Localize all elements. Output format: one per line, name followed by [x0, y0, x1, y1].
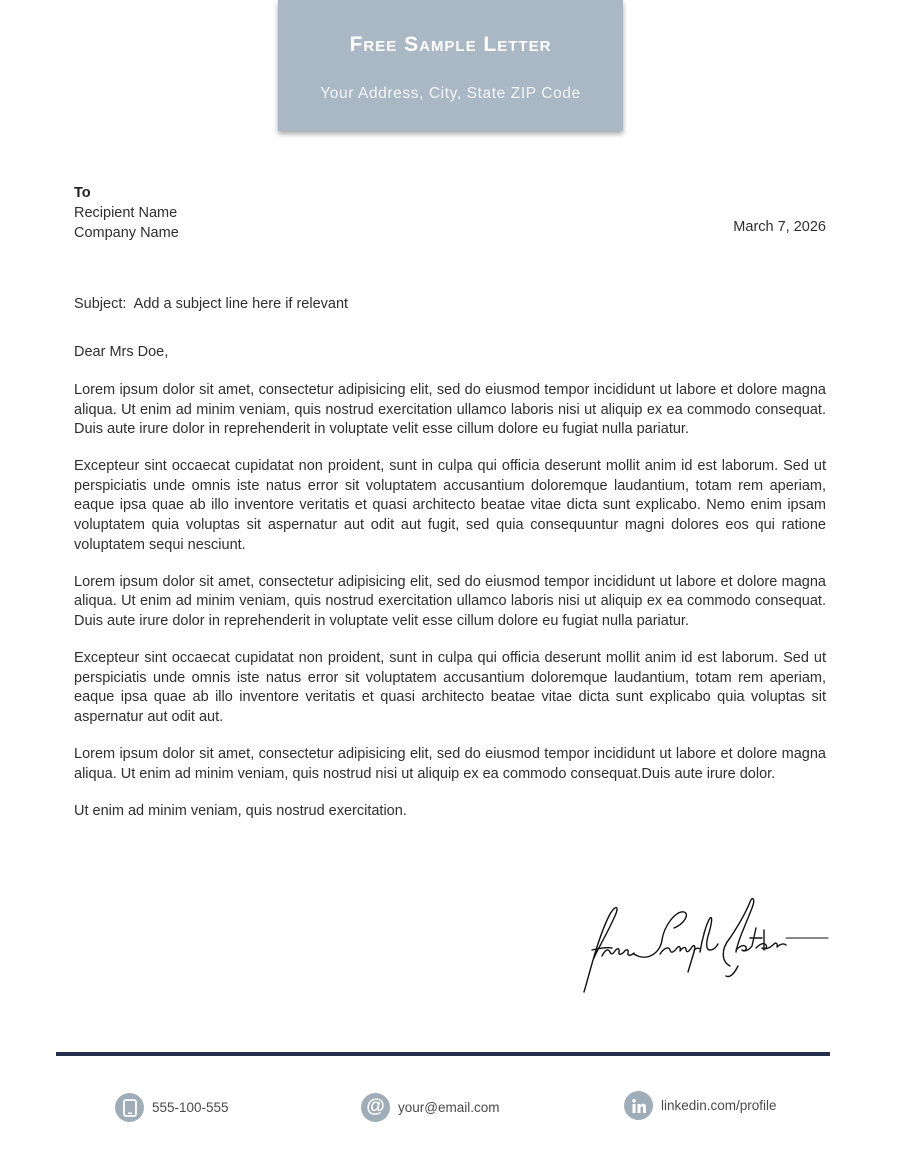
salutation: Dear Mrs Doe, — [74, 344, 169, 360]
at-sign-icon: @ — [361, 1093, 390, 1122]
footer-email — [361, 1093, 499, 1122]
recipient-block — [74, 183, 179, 243]
phone-number: 555-100-555 — [152, 1100, 229, 1115]
subject-line: Subject: Add a subject line here if relevant — [74, 296, 349, 312]
recipient-company: Company Name — [74, 225, 179, 241]
linkedin-url: linkedin.com/profile — [661, 1098, 777, 1113]
letterhead-address: Your Address, City, State ZIP Code — [320, 85, 581, 102]
footer-linkedin — [624, 1091, 777, 1120]
footer-phone — [115, 1093, 229, 1122]
letterhead-title: Free Sample Letter — [349, 33, 552, 56]
body-paragraph: Lorem ipsum dolor sit amet, consectetur adipisicing elit, sed do eiusmod tempor incididunt ut labore et dolore magna aliqua. Ut enim ad minim veniam, quis nostrud exercitation ullamco laboris nisi ut aliquip ex ea commodo consequat. Duis aute irure dolor in reprehenderit in voluptate velit esse cillum dolore eu fugiat nulla pariatur. — [74, 382, 826, 438]
footer-divider — [56, 1052, 830, 1056]
recipient-to-label: To — [74, 185, 91, 201]
body-paragraph: Lorem ipsum dolor sit amet, consectetur adipisicing elit, sed do eiusmod tempor incididunt ut labore et dolore magna aliqua. Ut enim ad minim veniam, quis nostrud nisi ut aliquip ex ea commodo consequat.Duis aute irure dolor. — [74, 745, 826, 782]
linkedin-icon — [624, 1091, 653, 1120]
body-paragraph: Ut enim ad minim veniam, quis nostrud exercitation. — [74, 802, 407, 819]
letterhead-banner — [278, 0, 623, 131]
phone-icon — [115, 1093, 144, 1122]
body-paragraph: Excepteur sint occaecat cupidatat non proident, sunt in culpa qui officia deserunt mollit anim id est laborum. Sed ut perspiciatis unde omnis iste natus error sit voluptatem accusantium doloremque laudantium, totam rem aperiam, eaque ipsa quae ab illo inventore veritatis et quasi architecto beatae vitae dicta sunt explicabo quia voluptas sit aspernatur aut odit aut. — [74, 650, 826, 725]
recipient-name: Recipient Name — [74, 205, 178, 221]
letter-date: March 7, 2026 — [733, 219, 826, 235]
body-paragraph: Excepteur sint occaecat cupidatat non proident, sunt in culpa qui officia deserunt mollit anim id est laborum. Sed ut perspiciatis unde omnis iste natus error sit voluptatem accusantium doloremque laudantium, totam rem aperiam, eaque ipsa quae ab illo inventore veritatis et quasi architecto beatae vitae dicta sunt explicabo. Nemo enim ipsam voluptatem quia voluptas sit aspernatur aut odit aut fugit, sed quia consequuntur magni dolores eos qui ratione voluptatem sequi nesciunt. — [74, 458, 826, 553]
letter-body — [74, 381, 826, 839]
signature — [580, 892, 830, 997]
email-address: your@email.com — [398, 1100, 500, 1115]
body-paragraph: Lorem ipsum dolor sit amet, consectetur adipisicing elit, sed do eiusmod tempor incididunt ut labore et dolore magna aliqua. Ut enim ad minim veniam, quis nostrud exercitation ullamco laboris nisi ut aliquip ex ea commodo consequat. Duis aute irure dolor in reprehenderit in voluptate velit esse cillum dolore eu fugiat nulla pariatur. — [74, 573, 826, 629]
